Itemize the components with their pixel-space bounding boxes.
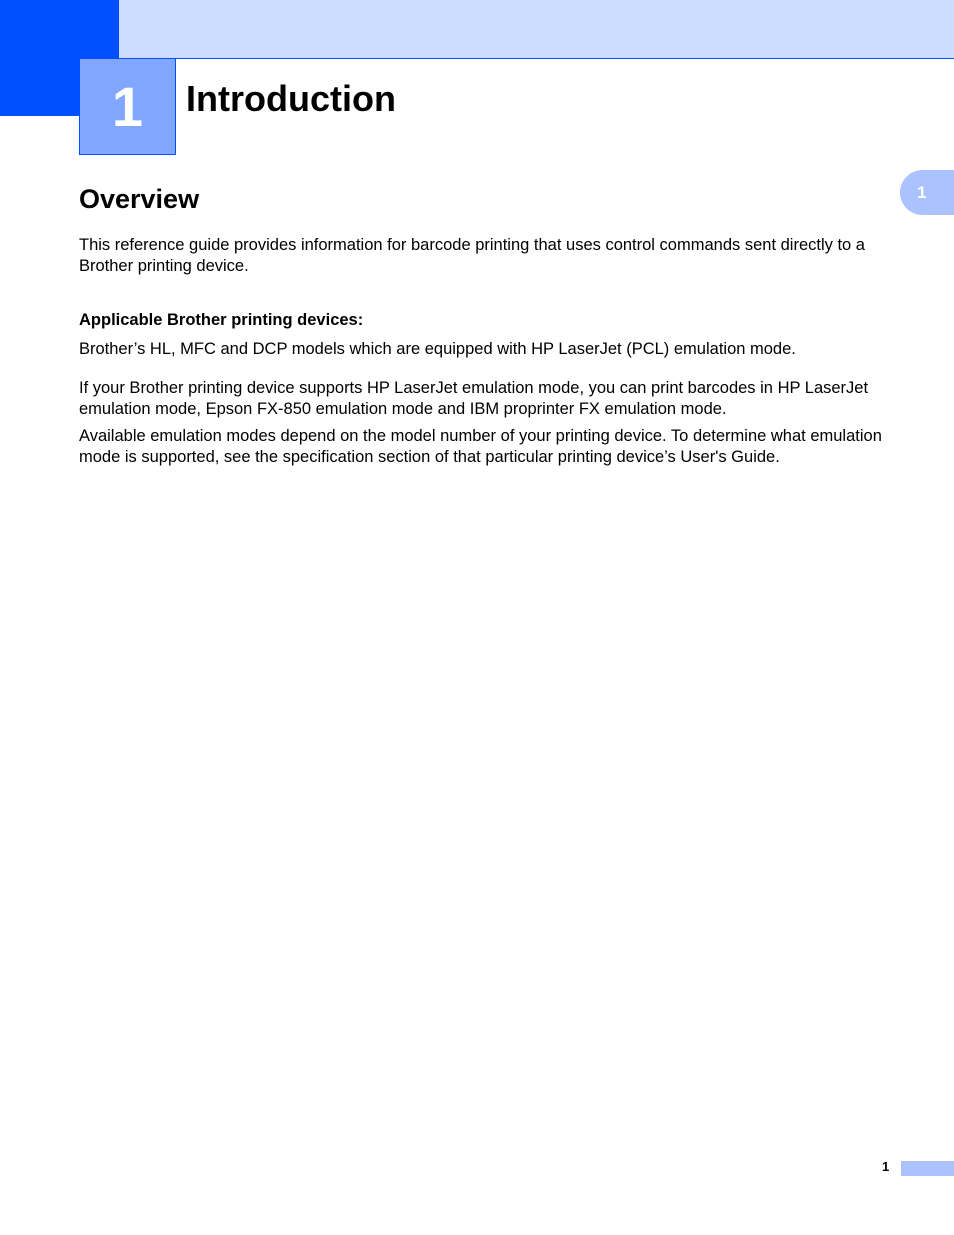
side-tab-label: 1 (917, 182, 927, 202)
footer-tab (901, 1161, 954, 1176)
chapter-number-box (79, 58, 176, 155)
intro-paragraph: This reference guide provides information for barcode printing that uses control commands sent directly to a Brother printing device. (79, 236, 865, 275)
chapter-number: 1 (111, 75, 144, 138)
chapter-title: Introduction (186, 78, 396, 119)
emulation-support-paragraph: If your Brother printing device supports HP LaserJet emulation mode, you can print barcodes in HP LaserJet emulation mode, Epson FX-850 emulation mode and IBM proprinter FX emulation mode. (79, 379, 869, 418)
chapter-side-tab (900, 170, 954, 215)
header-band (119, 0, 954, 59)
available-modes-paragraph: Available emulation modes depend on the model number of your printing device. To determine what emulation mode is supported, see the specification section of that particular printing device’s User's Guide. (79, 427, 882, 466)
page-number: 1 (882, 1159, 890, 1174)
section-title: Overview (79, 184, 200, 214)
applicable-models-paragraph: Brother’s HL, MFC and DCP models which are equipped with HP LaserJet (PCL) emulation mode. (79, 340, 796, 358)
applicable-devices-heading: Applicable Brother printing devices: (79, 311, 364, 329)
